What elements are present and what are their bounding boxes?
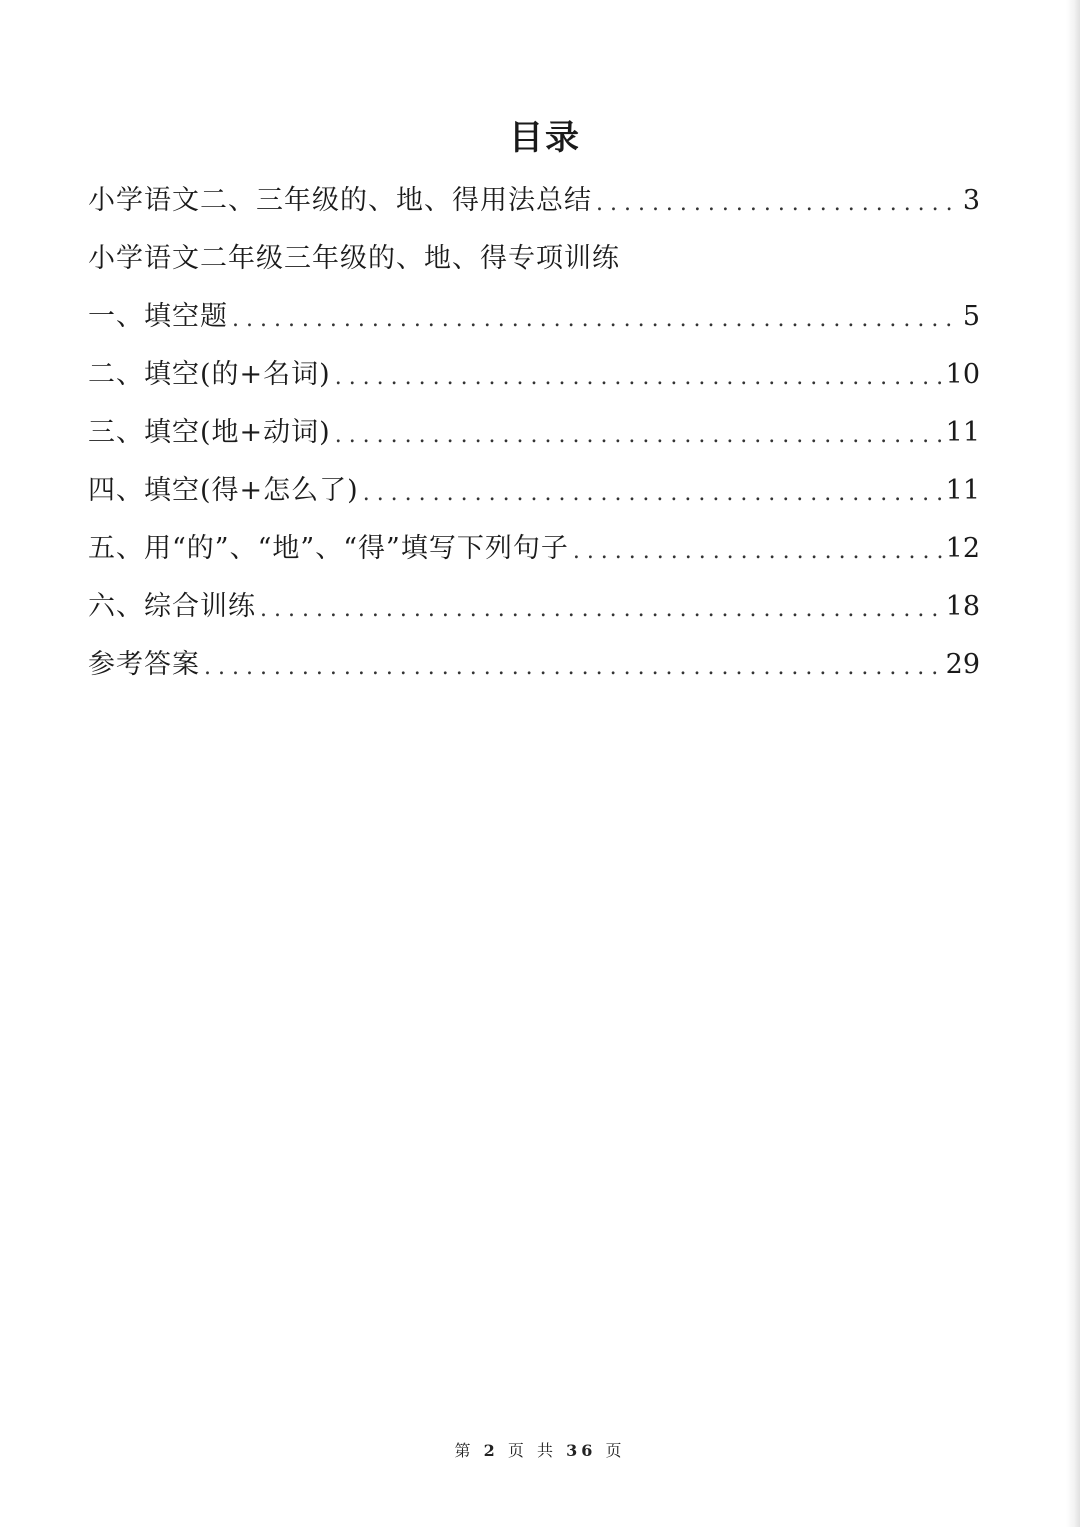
toc-entry-page: 29 (945, 649, 980, 680)
footer-current-page: 2 (483, 1441, 499, 1460)
toc-entry-label: 三、填空(地+动词) (88, 417, 331, 448)
toc-entry-sentences[interactable] (88, 520, 980, 578)
toc-entry-comprehensive[interactable] (88, 578, 980, 636)
toc-leader-dots (204, 642, 942, 694)
toc-entry-label: 一、填空题 (88, 301, 228, 332)
toc-leader-dots (232, 294, 959, 346)
toc-entry-answers[interactable] (88, 636, 980, 694)
page-footer (0, 1438, 1080, 1461)
toc-entry-label: 五、用“的”、“地”、“得”填写下列句子 (88, 533, 569, 564)
toc-entry-page: 3 (962, 185, 980, 216)
toc-entry-fill-blank[interactable] (88, 288, 980, 346)
footer-suffix: 页 (605, 1441, 626, 1460)
footer-total-pages: 36 (566, 1441, 597, 1460)
toc-entry-di-verb[interactable] (88, 404, 980, 462)
toc-entry-label: 六、综合训练 (88, 591, 256, 622)
toc-entry-page: 11 (945, 417, 980, 448)
toc-entry-de-noun[interactable] (88, 346, 980, 404)
toc-leader-dots (335, 410, 942, 462)
toc-leader-dots (335, 352, 942, 404)
toc-entry-label: 小学语文二年级三年级的、地、得专项训练 (88, 243, 620, 274)
toc-entry-page: 12 (945, 533, 980, 564)
footer-prefix: 第 (454, 1441, 475, 1460)
toc-leader-dots (596, 178, 959, 230)
toc-entry-page: 18 (945, 591, 980, 622)
toc-entry-page: 10 (945, 359, 980, 390)
toc-entry-page: 5 (962, 301, 980, 332)
toc-entry-de-result[interactable] (88, 462, 980, 520)
toc-section-heading (88, 230, 980, 288)
toc-entry-page: 11 (945, 475, 980, 506)
footer-middle: 页 共 (507, 1441, 557, 1460)
toc-leader-dots (363, 468, 942, 520)
toc-entry-label: 四、填空(得+怎么了) (88, 475, 359, 506)
toc-entry-summary[interactable] (88, 172, 980, 230)
toc-entry-label: 二、填空(的+名词) (88, 359, 331, 390)
toc-entry-label: 小学语文二、三年级的、地、得用法总结 (88, 185, 592, 216)
page-edge-shadow (1066, 0, 1080, 1527)
table-of-contents (88, 172, 980, 694)
toc-leader-dots (573, 526, 942, 578)
toc-entry-label: 参考答案 (88, 649, 200, 680)
toc-leader-dots (260, 584, 942, 636)
toc-title: 目录 (509, 118, 581, 158)
